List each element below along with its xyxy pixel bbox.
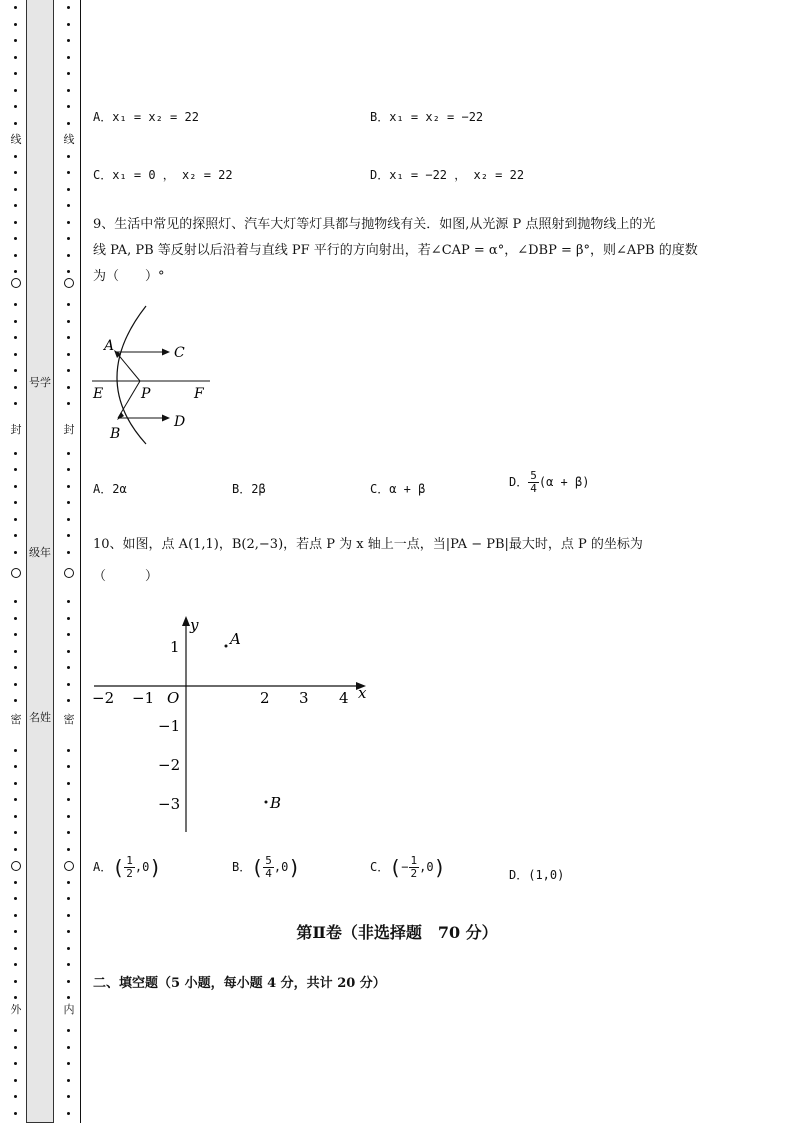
- outer-margin-dot: [14, 270, 17, 273]
- inner-margin-circle: [64, 278, 74, 288]
- inner-margin-dot: [67, 980, 70, 983]
- fill-in-blank-heading: 二、填空题（5 小题，每小题 4 分，共计 20 分）: [93, 976, 386, 991]
- inner-margin-char: 内: [63, 1003, 75, 1016]
- outer-margin-dot: [14, 1095, 17, 1098]
- outer-margin-dot: [14, 518, 17, 521]
- inner-margin-dot: [67, 336, 70, 339]
- inner-margin-dot: [67, 897, 70, 900]
- outer-margin-dot: [14, 171, 17, 174]
- q10-line-2: （ ）: [93, 569, 159, 584]
- inner-margin-dot: [67, 1062, 70, 1065]
- outer-margin-dot: [14, 600, 17, 603]
- inner-margin-dot: [67, 485, 70, 488]
- outer-margin-circle: [11, 278, 21, 288]
- x-tick-neg2: −2: [92, 689, 115, 707]
- inner-margin-dot: [67, 204, 70, 207]
- outer-margin-dot: [14, 881, 17, 884]
- inner-margin-dot: [67, 23, 70, 26]
- outer-margin-dot: [14, 237, 17, 240]
- inner-margin-char: 线: [63, 133, 75, 146]
- outer-margin-dot: [14, 221, 17, 224]
- fig-label-d: D: [174, 414, 186, 430]
- outer-margin-dot: [14, 501, 17, 504]
- q9-option-d-suffix: (α + β): [538, 475, 590, 489]
- inner-margin-dot: [67, 6, 70, 9]
- inner-margin-dot: [67, 633, 70, 636]
- inner-margin-dot: [67, 56, 70, 59]
- inner-margin-dot: [67, 963, 70, 966]
- q10-option-c[interactable]: C．(− $\frac{1}{2}$ ,0): [370, 854, 446, 880]
- outer-margin-dot: [14, 254, 17, 257]
- outer-margin-dot: [14, 39, 17, 42]
- outer-margin-char: 封: [10, 423, 22, 436]
- inner-margin-dot: [67, 402, 70, 405]
- outer-margin-dot: [14, 386, 17, 389]
- q9-line-1: 9、生活中常见的探照灯、汽车大灯等灯具都与抛物线有关．如图,从光源 P 点照射到抛物线上的光: [93, 217, 656, 232]
- outer-margin-dot: [14, 155, 17, 158]
- inner-margin-dot: [67, 749, 70, 752]
- outer-margin-dot: [14, 996, 17, 999]
- inner-margin-dot: [67, 188, 70, 191]
- arrow-pb: [117, 412, 124, 420]
- inner-margin-dot: [67, 947, 70, 950]
- q9-option-d-fraction: $\frac{5}{4}$: [530, 469, 537, 495]
- inner-margin-dot: [67, 815, 70, 818]
- outer-margin-dot: [14, 485, 17, 488]
- outer-margin-dot: [14, 468, 17, 471]
- margin-rule: [80, 0, 81, 1123]
- fig-label-e: E: [93, 386, 104, 402]
- q8-option-a[interactable]: A．x₁ = x₂ = 22: [93, 110, 199, 124]
- inner-margin-dot: [67, 1095, 70, 1098]
- x-tick-2: 2: [260, 689, 270, 707]
- outer-margin-circle: [11, 568, 21, 578]
- info-strip: [26, 0, 54, 1123]
- q10-option-b[interactable]: B．( $\frac{5}{4}$ ,0): [232, 854, 301, 880]
- inner-margin-dot: [67, 1112, 70, 1115]
- inner-margin-dot: [67, 683, 70, 686]
- outer-margin-dot: [14, 89, 17, 92]
- outer-margin-dot: [14, 122, 17, 125]
- inner-margin-dot: [67, 270, 70, 273]
- inner-margin-dot: [67, 155, 70, 158]
- outer-margin-dot: [14, 188, 17, 191]
- q9-line-2: 线 PA, PB 等反射以后沿着与直线 PF 平行的方向射出，若∠CAP = α°，∠DBP = β°，则∠APB 的度数: [93, 243, 698, 258]
- fig-label-p: P: [141, 386, 151, 402]
- y-tick-neg3: −3: [158, 795, 181, 813]
- inner-margin-dot: [67, 914, 70, 917]
- q10-option-d[interactable]: D．(1,0): [509, 868, 565, 882]
- inner-margin-dot: [67, 501, 70, 504]
- outer-margin-dot: [14, 6, 17, 9]
- y-tick-neg1: −1: [158, 717, 181, 735]
- inner-margin-dot: [67, 468, 70, 471]
- q9-option-d-prefix: D．: [509, 475, 529, 489]
- inner-margin-dot: [67, 89, 70, 92]
- outer-margin-dot: [14, 72, 17, 75]
- label-student-number: 号学: [29, 376, 51, 389]
- outer-margin-dot: [14, 633, 17, 636]
- fig-label-a: A: [104, 338, 115, 354]
- outer-margin-dot: [14, 534, 17, 537]
- inner-margin-circle: [64, 861, 74, 871]
- outer-margin-dot: [14, 683, 17, 686]
- outer-margin-dot: [14, 1079, 17, 1082]
- inner-margin-char: 封: [63, 423, 75, 436]
- outer-margin-dot: [14, 831, 17, 834]
- outer-margin-dot: [14, 56, 17, 59]
- y-tick-1: 1: [170, 638, 180, 656]
- q10-coordinate-figure: [90, 610, 380, 840]
- outer-margin-dot: [14, 452, 17, 455]
- inner-margin-dot: [67, 782, 70, 785]
- inner-margin-dot: [67, 831, 70, 834]
- inner-dot-column: [63, 0, 75, 1123]
- inner-margin-dot: [67, 105, 70, 108]
- inner-margin-dot: [67, 320, 70, 323]
- inner-margin-dot: [67, 600, 70, 603]
- outer-margin-dot: [14, 1029, 17, 1032]
- inner-margin-dot: [67, 1079, 70, 1082]
- label-grade: 级年: [29, 546, 51, 559]
- y-axis-arrow: [182, 616, 190, 626]
- outer-margin-dot: [14, 765, 17, 768]
- inner-margin-dot: [67, 996, 70, 999]
- inner-margin-dot: [67, 1046, 70, 1049]
- outer-margin-dot: [14, 23, 17, 26]
- outer-margin-dot: [14, 353, 17, 356]
- outer-margin-char: 线: [10, 133, 22, 146]
- outer-margin-dot: [14, 303, 17, 306]
- inner-margin-dot: [67, 699, 70, 702]
- inner-margin-dot: [67, 221, 70, 224]
- outer-margin-circle: [11, 861, 21, 871]
- q9-line-3: 为（ ）°: [93, 269, 165, 284]
- inner-margin-dot: [67, 765, 70, 768]
- outer-margin-dot: [14, 897, 17, 900]
- inner-margin-dot: [67, 848, 70, 851]
- outer-margin-dot: [14, 848, 17, 851]
- inner-margin-dot: [67, 666, 70, 669]
- y-tick-neg2: −2: [158, 756, 181, 774]
- outer-margin-dot: [14, 963, 17, 966]
- inner-margin-dot: [67, 353, 70, 356]
- outer-margin-dot: [14, 551, 17, 554]
- inner-margin-dot: [67, 303, 70, 306]
- y-axis-label: y: [190, 616, 199, 634]
- outer-margin-dot: [14, 105, 17, 108]
- inner-margin-dot: [67, 617, 70, 620]
- q10-line-1: 10、如图，点 A(1,1)，B(2,−3)，若点 P 为 x 轴上一点，当|PA − PB|最大时，点 P 的坐标为: [93, 537, 643, 552]
- q9-option-a[interactable]: A．2α: [93, 482, 127, 496]
- point-b-marker: [265, 801, 268, 804]
- ray-pa: [116, 352, 140, 381]
- fig-label-c: C: [174, 345, 185, 361]
- inner-margin-dot: [67, 551, 70, 554]
- fig-label-b: B: [110, 426, 121, 442]
- point-b-label: B: [270, 794, 282, 812]
- inner-margin-dot: [67, 72, 70, 75]
- outer-margin-dot: [14, 947, 17, 950]
- q9-option-c[interactable]: C．α + β: [370, 482, 426, 496]
- arrow-bd: [162, 415, 170, 422]
- outer-margin-dot: [14, 402, 17, 405]
- point-a-label: A: [230, 630, 241, 648]
- outer-dot-column: [10, 0, 22, 1123]
- inner-margin-dot: [67, 881, 70, 884]
- q9-parabola-figure: [88, 300, 218, 450]
- arrow-ac: [162, 349, 170, 356]
- outer-margin-dot: [14, 980, 17, 983]
- inner-margin-dot: [67, 39, 70, 42]
- outer-margin-dot: [14, 1062, 17, 1065]
- inner-margin-circle: [64, 568, 74, 578]
- inner-margin-dot: [67, 650, 70, 653]
- inner-margin-dot: [67, 386, 70, 389]
- inner-margin-dot: [67, 518, 70, 521]
- inner-margin-dot: [67, 452, 70, 455]
- inner-margin-char: 密: [63, 713, 75, 726]
- outer-margin-dot: [14, 204, 17, 207]
- outer-margin-dot: [14, 369, 17, 372]
- x-tick-neg1: −1: [132, 689, 155, 707]
- outer-margin-dot: [14, 914, 17, 917]
- inner-margin-dot: [67, 798, 70, 801]
- inner-margin-dot: [67, 171, 70, 174]
- outer-margin-dot: [14, 320, 17, 323]
- outer-margin-dot: [14, 666, 17, 669]
- q8-option-d[interactable]: D．x₁ = −22 ， x₂ = 22: [370, 168, 525, 182]
- x-tick-4: 4: [339, 689, 349, 707]
- origin-label: O: [167, 689, 180, 707]
- outer-margin-dot: [14, 1046, 17, 1049]
- outer-margin-dot: [14, 1112, 17, 1115]
- section-2-title: 第Ⅱ卷（非选择题 70 分）: [296, 923, 498, 942]
- x-axis-label: x: [358, 684, 367, 702]
- inner-margin-dot: [67, 369, 70, 372]
- q9-stem: [93, 212, 743, 290]
- outer-margin-dot: [14, 815, 17, 818]
- inner-margin-dot: [67, 237, 70, 240]
- q9-option-d[interactable]: [509, 470, 589, 495]
- label-name: 名姓: [29, 711, 51, 724]
- outer-margin-char: 密: [10, 713, 22, 726]
- point-a-marker: [225, 645, 228, 648]
- outer-margin-dot: [14, 617, 17, 620]
- outer-margin-dot: [14, 650, 17, 653]
- outer-margin-dot: [14, 782, 17, 785]
- inner-margin-dot: [67, 254, 70, 257]
- parabola-curve: [117, 306, 146, 444]
- fig-label-f: F: [194, 386, 204, 402]
- outer-margin-dot: [14, 336, 17, 339]
- x-tick-3: 3: [299, 689, 309, 707]
- outer-margin-dot: [14, 749, 17, 752]
- outer-margin-dot: [14, 699, 17, 702]
- q9-option-b[interactable]: B．2β: [232, 482, 266, 496]
- outer-margin-char: 外: [10, 1003, 22, 1016]
- q10-stem: [93, 532, 743, 590]
- q10-option-a[interactable]: A．( $\frac{1}{2}$ ,0): [93, 854, 162, 880]
- q8-option-b[interactable]: B．x₁ = x₂ = −22: [370, 110, 484, 124]
- q8-option-c[interactable]: C．x₁ = 0 ， x₂ = 22: [93, 168, 233, 182]
- inner-margin-dot: [67, 122, 70, 125]
- inner-margin-dot: [67, 1029, 70, 1032]
- inner-margin-dot: [67, 534, 70, 537]
- outer-margin-dot: [14, 798, 17, 801]
